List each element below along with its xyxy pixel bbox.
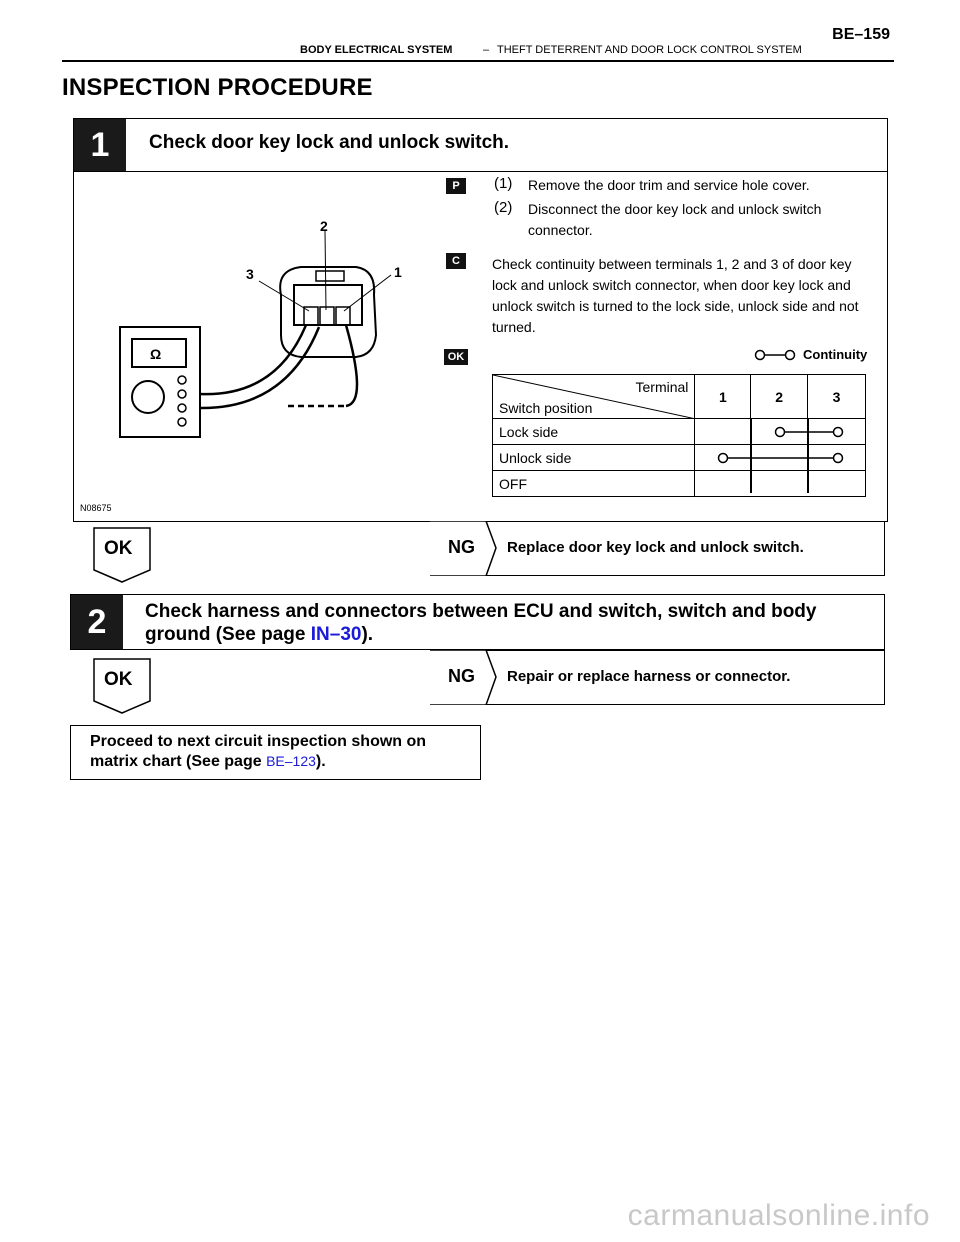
continuity-unlock-1-3 bbox=[695, 445, 866, 471]
step2-number: 2 bbox=[71, 595, 123, 649]
tag-ok: OK bbox=[444, 349, 468, 365]
table-col-divider bbox=[807, 418, 809, 493]
terminal-label-1: 1 bbox=[394, 264, 402, 280]
page-title: INSPECTION PROCEDURE bbox=[62, 74, 373, 101]
row-label-off: OFF bbox=[493, 471, 695, 497]
header-switch-position: Switch position bbox=[499, 400, 593, 416]
continuity-legend-symbol bbox=[754, 349, 800, 361]
header-rule bbox=[62, 60, 894, 62]
terminal-label-2: 2 bbox=[320, 218, 328, 234]
row-label-unlock: Unlock side bbox=[493, 445, 695, 471]
table-row bbox=[493, 445, 866, 471]
column-header-2: 2 bbox=[751, 375, 808, 419]
subsection-title: THEFT DETERRENT AND DOOR LOCK CONTROL SYSTEM bbox=[497, 44, 802, 56]
procedure-step-1-num: (1) bbox=[494, 175, 513, 192]
table-corner-cell bbox=[493, 375, 695, 419]
section-title: BODY ELECTRICAL SYSTEM bbox=[300, 44, 453, 56]
tag-c: C bbox=[446, 253, 466, 269]
step1-heading: Check door key lock and unlock switch. bbox=[149, 132, 510, 153]
continuity-table bbox=[492, 374, 866, 497]
table-col-divider bbox=[750, 418, 752, 493]
step1-number: 1 bbox=[74, 119, 126, 171]
step2-ok-label: OK bbox=[104, 669, 133, 690]
header-terminal: Terminal bbox=[635, 379, 689, 395]
column-header-3: 3 bbox=[808, 375, 866, 419]
ohm-symbol: Ω bbox=[150, 346, 162, 362]
step2-ng-label: NG bbox=[448, 666, 475, 686]
continuity-lock-2-3 bbox=[695, 419, 866, 445]
step1-ok-label: OK bbox=[104, 538, 133, 559]
page-number: BE–159 bbox=[832, 26, 890, 43]
step1-ng-action: Replace door key lock and unlock switch. bbox=[507, 539, 804, 556]
table-row bbox=[493, 419, 866, 445]
step2-ng-action: Repair or replace harness or connector. bbox=[507, 668, 791, 685]
tag-p: P bbox=[446, 178, 466, 194]
header-dash: – bbox=[483, 44, 490, 56]
continuity-legend-label: Continuity bbox=[803, 347, 868, 362]
link-be-123[interactable]: BE–123 bbox=[266, 753, 316, 769]
proceed-line1: Proceed to next circuit inspection shown on bbox=[90, 733, 427, 750]
ohmmeter-dial bbox=[132, 381, 164, 413]
link-in-30[interactable]: IN–30 bbox=[310, 624, 362, 645]
column-header-1: 1 bbox=[695, 375, 751, 419]
check-instruction: Check continuity between terminals 1, 2 and 3 of door key lock and unlock switch connector, when door key lock and unlock switch is turned to the lock side, unlock side and not turned. bbox=[492, 256, 859, 335]
step1-ng-label: NG bbox=[448, 537, 475, 557]
connector-diagram bbox=[76, 175, 430, 515]
row-label-lock: Lock side bbox=[493, 419, 695, 445]
procedure-step-1-text: Remove the door trim and service hole cover. bbox=[528, 177, 810, 193]
step2-heading-line1: Check harness and connectors between ECU and switch, switch and body bbox=[145, 601, 817, 622]
table-row bbox=[493, 471, 866, 497]
terminal-label-3: 3 bbox=[246, 266, 254, 282]
figure-code: N08675 bbox=[80, 503, 112, 513]
step2-heading-line2: ground (See page IN–30). bbox=[145, 624, 374, 645]
procedure-step-2-text: Disconnect the door key lock and unlock switch connector. bbox=[528, 201, 822, 238]
watermark: carmanualsonline.info bbox=[627, 1199, 930, 1232]
procedure-step-2-num: (2) bbox=[494, 199, 513, 216]
proceed-line2: matrix chart (See page BE–123). bbox=[90, 753, 326, 770]
